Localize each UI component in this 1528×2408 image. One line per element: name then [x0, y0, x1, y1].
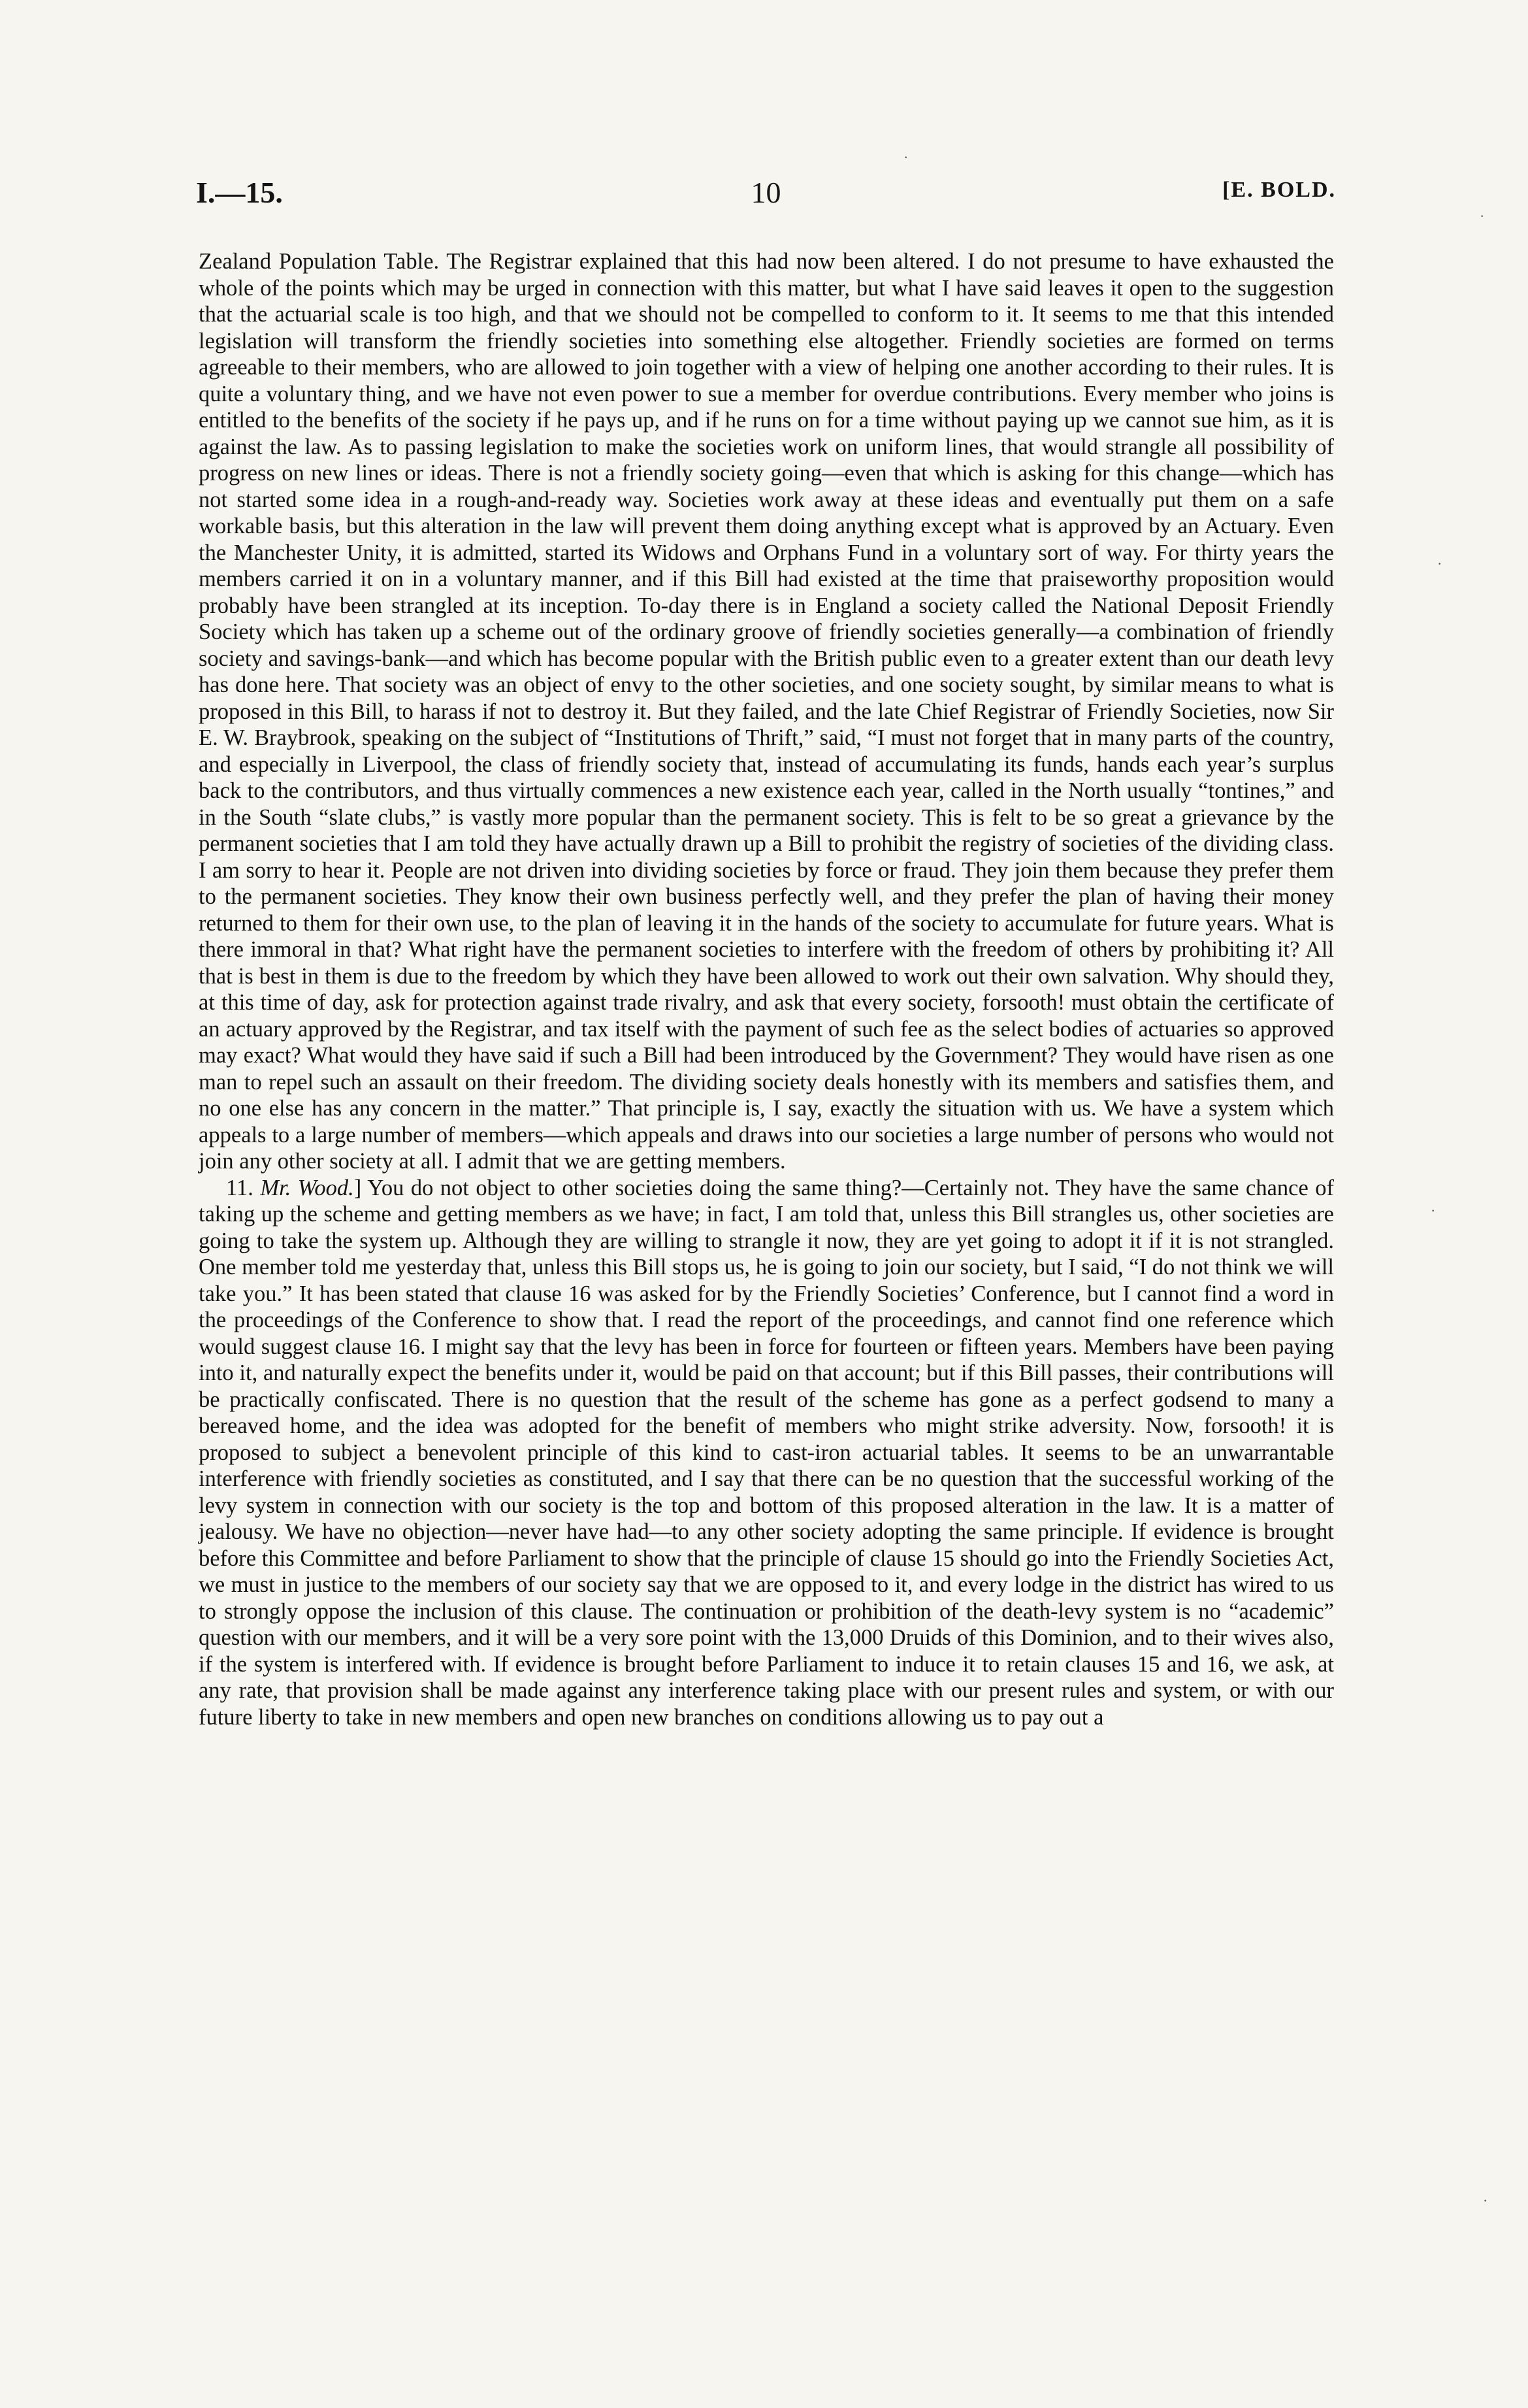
- page-number: 10: [751, 176, 781, 209]
- paragraph-answer-text: ] You do not object to other societies doing the same thing?—Certainly not. They have the same chance of taking up the scheme and getting members as we have; in fact, I am told that, unless this Bill strangles us, other societies are going to take the system up. Although they are willing to strangle it now, they are yet going to adopt it if it is not strangled. One member told me yesterday that, unless this Bill stops us, he is going to join our society, but I said, “I do not think we will take you.” It has been stated that clause 16 was asked for by the Friendly Societies’ Conference, but I cannot find a word in the proceedings of the Conference to show that. I read the report of the proceedings, and cannot find one reference which would suggest clause 16. I might say that the levy has been in force for fourteen or fifteen years. Members have been paying into it, and naturally expect the benefits under it, would be paid on that account; but if this Bill passes, their contributions will be practically confiscated. There is no question that the result of the scheme has gone as a perfect godsend to many a bereaved home, and the idea was adopted for the benefit of members who might strike adversity. Now, forsooth! it is proposed to subject a benevolent principle of this kind to cast-iron actuarial tables. It seems to be an unwarrantable interference with friendly societies as constituted, and I say that there can be no question that the successful working of the levy system in connection with our society is the top and bottom of this proposed alteration in the law. It is a matter of jealousy. We have no objection—never have had—to any other society adopting the same principle. If evidence is brought before this Committee and before Parliament to show that the principle of clause 15 should go into the Friendly Societies Act, we must in justice to the members of our society say that we are opposed to it, and every lodge in the district has wired to us to strongly oppose the inclusion of this clause. The continuation or prohibition of the death-levy system is no “academic” question with our members, and it will be a very sore point with the 13,000 Druids of this Dominion, and to their wives also, if the system is interfered with. If evidence is brought before Parliament to induce it to retain clauses 15 and 16, we ask, at any rate, that provision shall be made against any interference taking place with our present rules and system, or with our future liberty to take in new members and open new branches on conditions allowing us to pay out a: [199, 1175, 1334, 1730]
- scan-speck: ·: [1480, 208, 1485, 224]
- scan-speck: ·: [1483, 2192, 1488, 2209]
- questioner-name: Mr. Wood.: [260, 1175, 354, 1200]
- body-text: [199, 248, 1334, 1730]
- paragraph-continuation: Zealand Population Table. The Registrar explained that this had now been altered. I do not presume to have exhausted the whole of the points which may be urged in connection with this matter, but what I have said leaves it open to the suggestion that the actuarial scale is too high, and that we should not be compelled to conform to it. It seems to me that this intended legislation will transform the friendly societies into something else altogether. Friendly societies are formed on terms agreeable to their members, who are allowed to join together with a view of helping one another according to their rules. It is quite a voluntary thing, and we have not even power to sue a member for overdue contributions. Every member who joins is entitled to the benefits of the society if he pays up, and if he runs on for a time without paying up we cannot sue him, as it is against the law. As to passing legislation to make the societies work on uniform lines, that would strangle all possibility of progress on new lines or ideas. There is not a friendly society going—even that which is asking for this change—which has not started some idea in a rough-and-ready way. Societies work away at these ideas and eventually put them on a safe workable basis, but this alteration in the law will prevent them doing anything except what is approved by an Actuary. Even the Manchester Unity, it is admitted, started its Widows and Orphans Fund in a voluntary sort of way. For thirty years the members carried it on in a voluntary manner, and if this Bill had existed at the time that praiseworthy proposition would probably have been strangled at its inception. To-day there is in England a society called the National Deposit Friendly Society which has taken up a scheme out of the ordinary groove of friendly societies generally—a combination of friendly society and savings-bank—and which has become popular with the British public even to a greater extent than our death levy has done here. That society was an object of envy to the other societies, and one society sought, by similar means to what is proposed in this Bill, to harass if not to destroy it. But they failed, and the late Chief Registrar of Friendly Societies, now Sir E. W. Braybrook, speaking on the subject of “Institutions of Thrift,” said, “I must not forget that in many parts of the country, and especially in Liverpool, the class of friendly society that, instead of accumulating its funds, hands each year’s surplus back to the contributors, and thus virtually commences a new existence each year, called in the North usually “tontines,” and in the South “slate clubs,” is vastly more popular than the permanent society. This is felt to be so great a grievance by the permanent societies that I am told they have actually drawn up a Bill to prohibit the registry of societies of the dividing class. I am sorry to hear it. People are not driven into dividing societies by force or fraud. They join them because they prefer them to the permanent societies. They know their own business perfectly well, and they prefer the plan of having their money returned to them for their own use, to the plan of leaving it in the hands of the society to accumulate for future years. What is there immoral in that? What right have the permanent societies to interfere with the freedom of others by prohibiting it? All that is best in them is due to the freedom by which they have been allowed to work out their own salvation. Why should they, at this time of day, ask for protection against trade rivalry, and ask that every society, forsooth! must obtain the certificate of an actuary approved by the Registrar, and tax itself with the payment of such fee as the select bodies of actuaries so approved may exact? What would they have said if such a Bill had been introduced by the Government? They would have risen as one man to repel such an assault on their freedom. The dividing society deals honestly with its members and satisfies them, and no one else has any concern in the matter.” That principle is, I say, exactly the situation with us. We have a system which appeals to a large number of members—which appeals and draws into our societies a large number of persons who would not join any other society at all. I admit that we are getting members.: [199, 249, 1334, 1174]
- scan-speck: ·: [1431, 1202, 1436, 1219]
- paragraph-question-11: [199, 1175, 1334, 1731]
- scan-speck: ·: [1437, 555, 1442, 572]
- scan-speck: ·: [903, 149, 909, 165]
- document-reference: I.—15.: [196, 176, 283, 209]
- page-header: [196, 175, 1336, 214]
- question-number: 11.: [226, 1175, 253, 1200]
- witness-name: [E. BOLD.: [1222, 178, 1336, 202]
